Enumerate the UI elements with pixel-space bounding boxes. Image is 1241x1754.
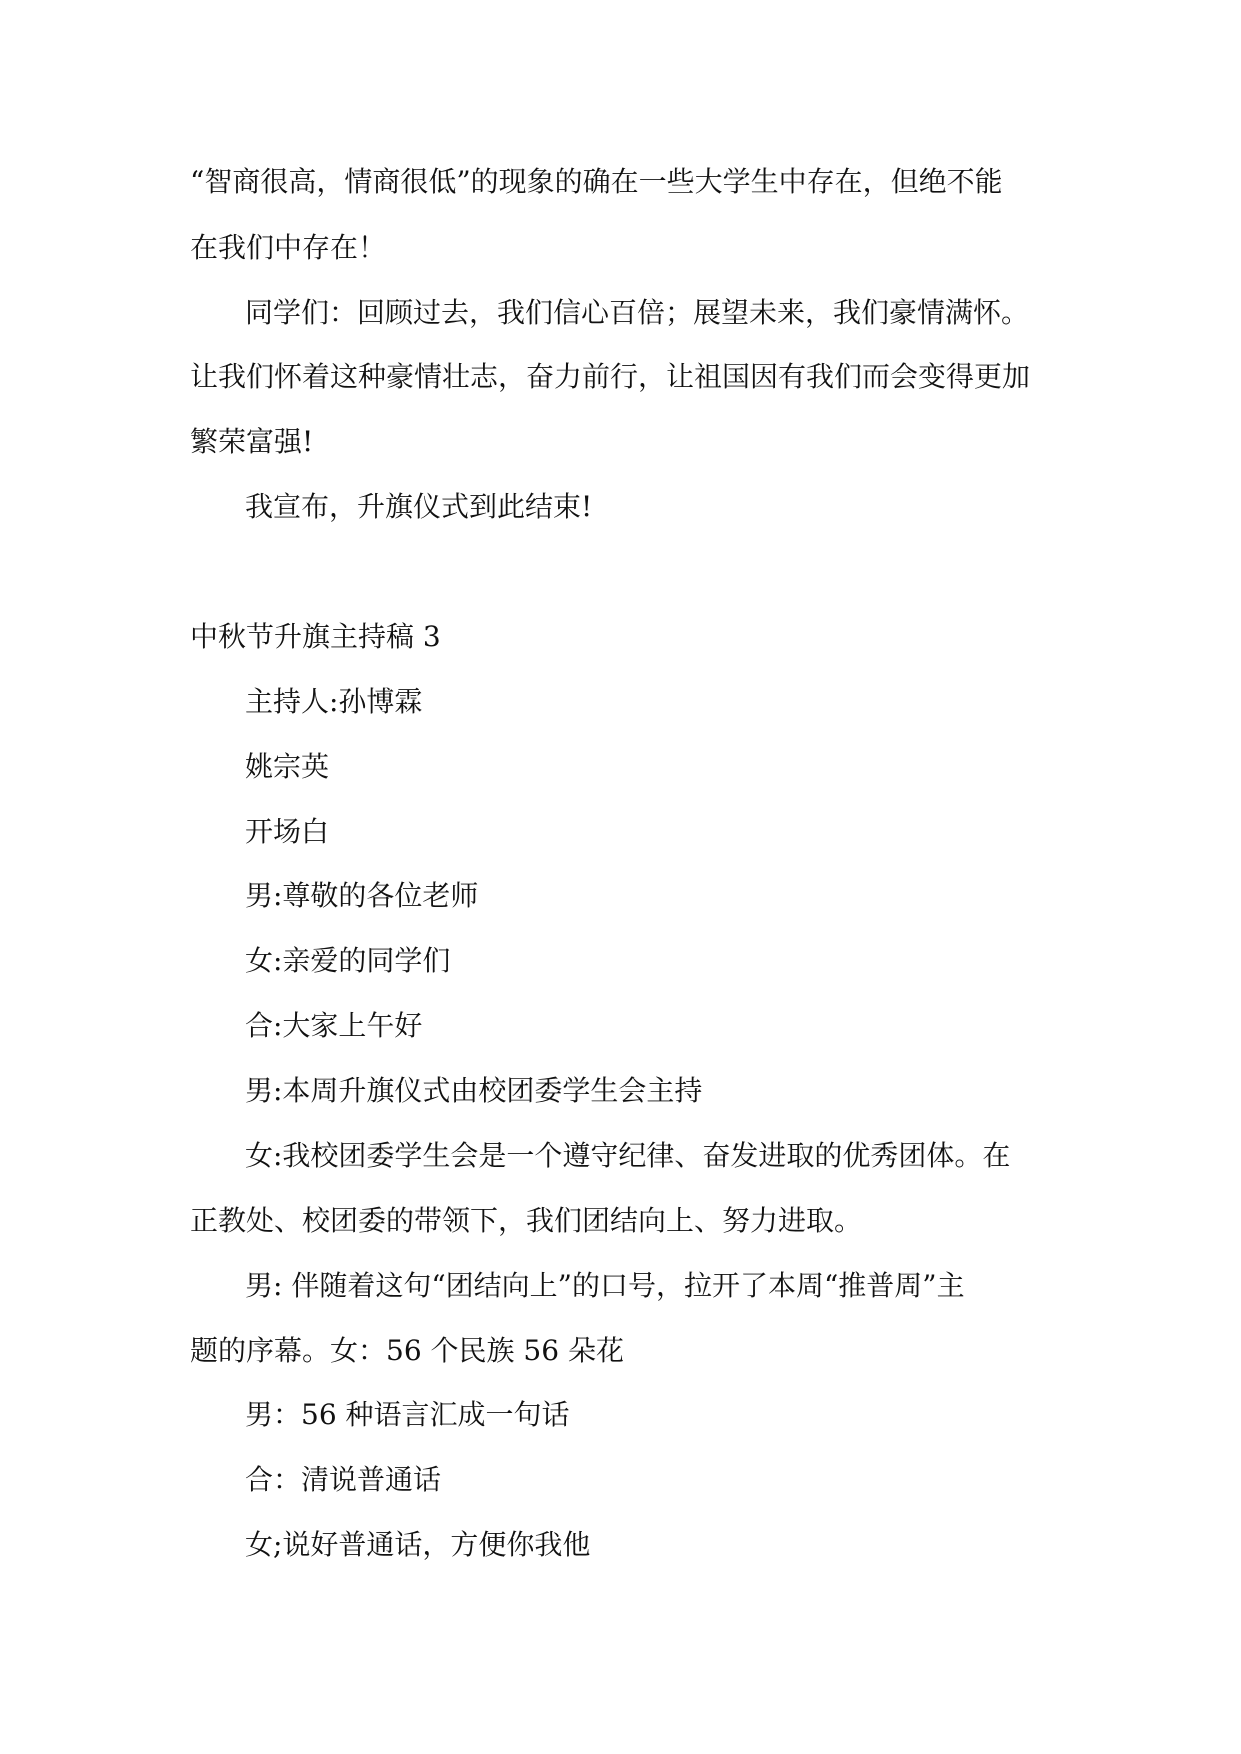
paragraph-line: 开场白 xyxy=(245,815,330,848)
paragraph-line: 题的序幕。女：56 个民族 56 朵花 xyxy=(190,1334,624,1367)
paragraph-line: 在我们中存在！ xyxy=(190,231,387,264)
paragraph-line: 男:尊敬的各位老师 xyxy=(245,879,479,912)
paragraph-line: “智商很高，情商很低”的现象的确在一些大学生中存在，但绝不能 xyxy=(190,165,1003,198)
paragraph-line: 同学们：回顾过去，我们信心百倍；展望未来，我们豪情满怀。 xyxy=(245,296,1030,329)
section-heading: 中秋节升旗主持稿 3 xyxy=(190,620,441,653)
paragraph-line: 女:亲爱的同学们 xyxy=(245,944,451,977)
paragraph-line: 男: 伴随着这句“团结向上”的口号，拉开了本周“推普周”主 xyxy=(245,1269,965,1302)
paragraph-line: 女;说好普通话，方便你我他 xyxy=(245,1528,591,1561)
paragraph-line: 男：56 种语言汇成一句话 xyxy=(245,1398,570,1431)
paragraph-line: 合：清说普通话 xyxy=(245,1463,442,1496)
paragraph-line: 正教处、校团委的带领下，我们团结向上、努力进取。 xyxy=(190,1204,863,1237)
paragraph-line: 主持人:孙博霖 xyxy=(245,685,423,718)
paragraph-line: 繁荣富强! xyxy=(190,425,314,458)
paragraph-line: 姚宗英 xyxy=(245,750,330,783)
paragraph-line: 我宣布，升旗仪式到此结束! xyxy=(245,490,593,523)
paragraph-line: 女:我校团委学生会是一个遵守纪律、奋发进取的优秀团体。在 xyxy=(245,1139,1011,1172)
paragraph-line: 男:本周升旗仪式由校团委学生会主持 xyxy=(245,1074,703,1107)
paragraph-line: 让我们怀着这种豪情壮志，奋力前行，让祖国因有我们而会变得更加 xyxy=(190,360,1031,393)
paragraph-line: 合:大家上午好 xyxy=(245,1009,423,1042)
